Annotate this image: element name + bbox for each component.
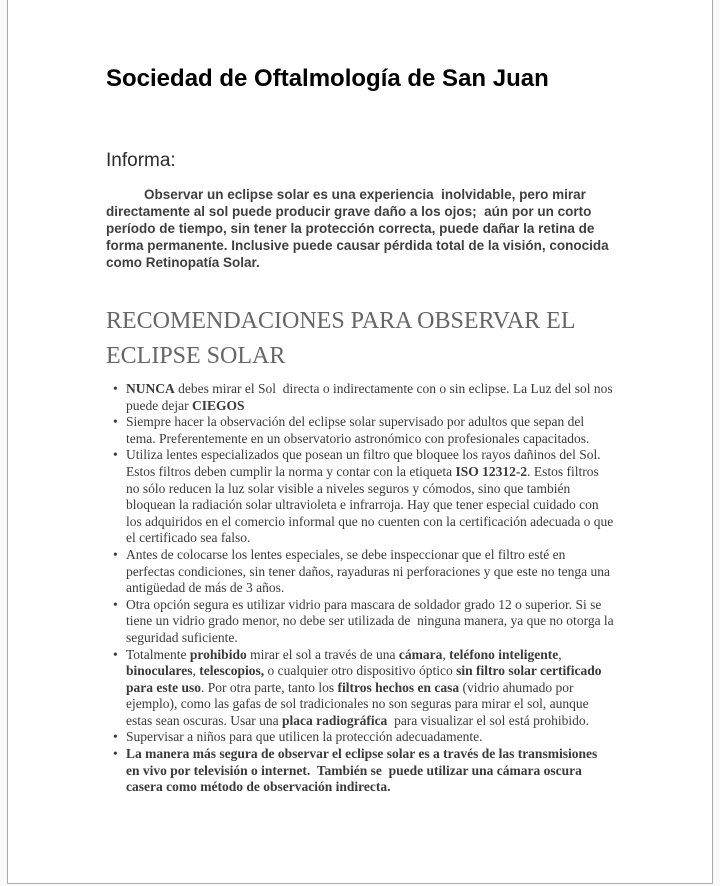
text-segment: Otra opción segura es utilizar vidrio para mascara de soldador grado 12 o superior. Si se tiene un vidrio grado menor, no debe ser utilizada de ninguna manera, ya que no otorga la seguridad suficiente. bbox=[126, 596, 618, 645]
list-item bbox=[126, 414, 614, 447]
recommendations-list bbox=[106, 381, 618, 796]
document-content bbox=[8, 0, 712, 796]
bold-text-segment: sin filtro solar certificado para este uso bbox=[126, 663, 605, 695]
intro-paragraph: Observar un eclipse solar es una experiencia inolvidable, pero mirar directamente al sol puede producir grave daño a los ojos; aún por un corto período de tiempo, sin tener la protección correcta, puede dañar la retina de forma permanente. Inclusive puede causar pérdida total de la visión, conocida como Retinopatía Solar. bbox=[106, 187, 613, 270]
bold-text-segment: prohibido bbox=[189, 646, 247, 662]
list-item bbox=[126, 729, 614, 746]
text-segment: o cualquier otro dispositivo óptico bbox=[264, 663, 457, 679]
bold-text-segment: telescopios, bbox=[199, 663, 265, 679]
text-segment: Utiliza lentes especializados que posean un filtro que bloquee los rayos dañinos del Sol. Estos filtros deben cumplir la norma y contar con la etiqueta bbox=[126, 447, 605, 479]
list-item bbox=[126, 746, 614, 796]
text-segment: . Estos filtros no sólo reducen la luz solar visible a niveles seguros y cómodos, sino que también bloquean la radiación solar ultravioleta e infrarroja. Hay que tener especial cuidado con los adquiridos en el comercio informal que no cuenten con la certificación adecuada o que el certificado sea falso. bbox=[126, 463, 617, 546]
section-heading: RECOMENDACIONES PARA OBSERVAR EL ECLIPSE SOLAR bbox=[106, 308, 581, 369]
list-item bbox=[126, 447, 617, 547]
text-segment: Supervisar a niños para que utilicen la protección adecuadamente. bbox=[126, 729, 483, 745]
text-segment: para visualizar el sol está prohibido. bbox=[387, 712, 590, 728]
text-segment: Totalmente bbox=[126, 646, 190, 662]
document-title: Sociedad de Oftalmología de San Juan bbox=[106, 65, 549, 92]
bold-text-segment: cámara bbox=[398, 646, 443, 662]
list-item bbox=[126, 596, 618, 647]
bold-text-segment: CIEGOS bbox=[191, 397, 245, 413]
bold-text-segment: ISO 12312-2 bbox=[455, 463, 528, 479]
bold-text-segment: placa radiográfica bbox=[281, 712, 388, 728]
bold-text-segment: La manera más segura de observar el eclipse solar es a través de las transmisiones en vivo por televisión o internet. También se puede utilizar una cámara oscura casera como método de observación indirecta. bbox=[126, 746, 601, 795]
bold-text-segment: teléfono inteligente bbox=[449, 646, 559, 662]
list-item bbox=[126, 547, 614, 597]
list-item bbox=[126, 381, 614, 414]
text-segment: (vidrio ahumado por ejemplo), como las gafas de sol tradicionales no son seguras para mirar el sol, aunque estas sean oscuras. Usar una bbox=[126, 679, 592, 728]
text-segment: Antes de colocarse los lentes especiales, se debe inspeccionar que el filtro esté en perfectas condiciones, sin tener daños, rayaduras ni perforaciones y que este no tenga una antigüedad de más de 3 años. bbox=[126, 546, 614, 596]
text-segment: , bbox=[558, 646, 566, 662]
text-segment: Siempre hacer la observación del eclipse solar supervisado por adultos que sepan del tema. Preferentemente en un observatorio astronómico con profesionales capacitados. bbox=[126, 414, 590, 446]
bold-text-segment: NUNCA bbox=[126, 381, 175, 396]
bold-text-segment: binoculares bbox=[126, 663, 193, 679]
text-segment: mirar el sol a través de una bbox=[246, 646, 399, 662]
bold-text-segment: filtros hechos en casa bbox=[337, 679, 460, 695]
document-page bbox=[7, 0, 713, 884]
list-item bbox=[126, 647, 614, 730]
informa-label: Informa: bbox=[106, 150, 176, 171]
text-segment: , bbox=[192, 663, 200, 679]
text-segment: debes mirar el Sol directa o indirectamente con o sin eclipse. La Luz del sol nos puede dejar bbox=[126, 381, 616, 413]
text-segment: . Por otra parte, tanto los bbox=[201, 679, 338, 695]
text-segment: , bbox=[442, 646, 450, 662]
